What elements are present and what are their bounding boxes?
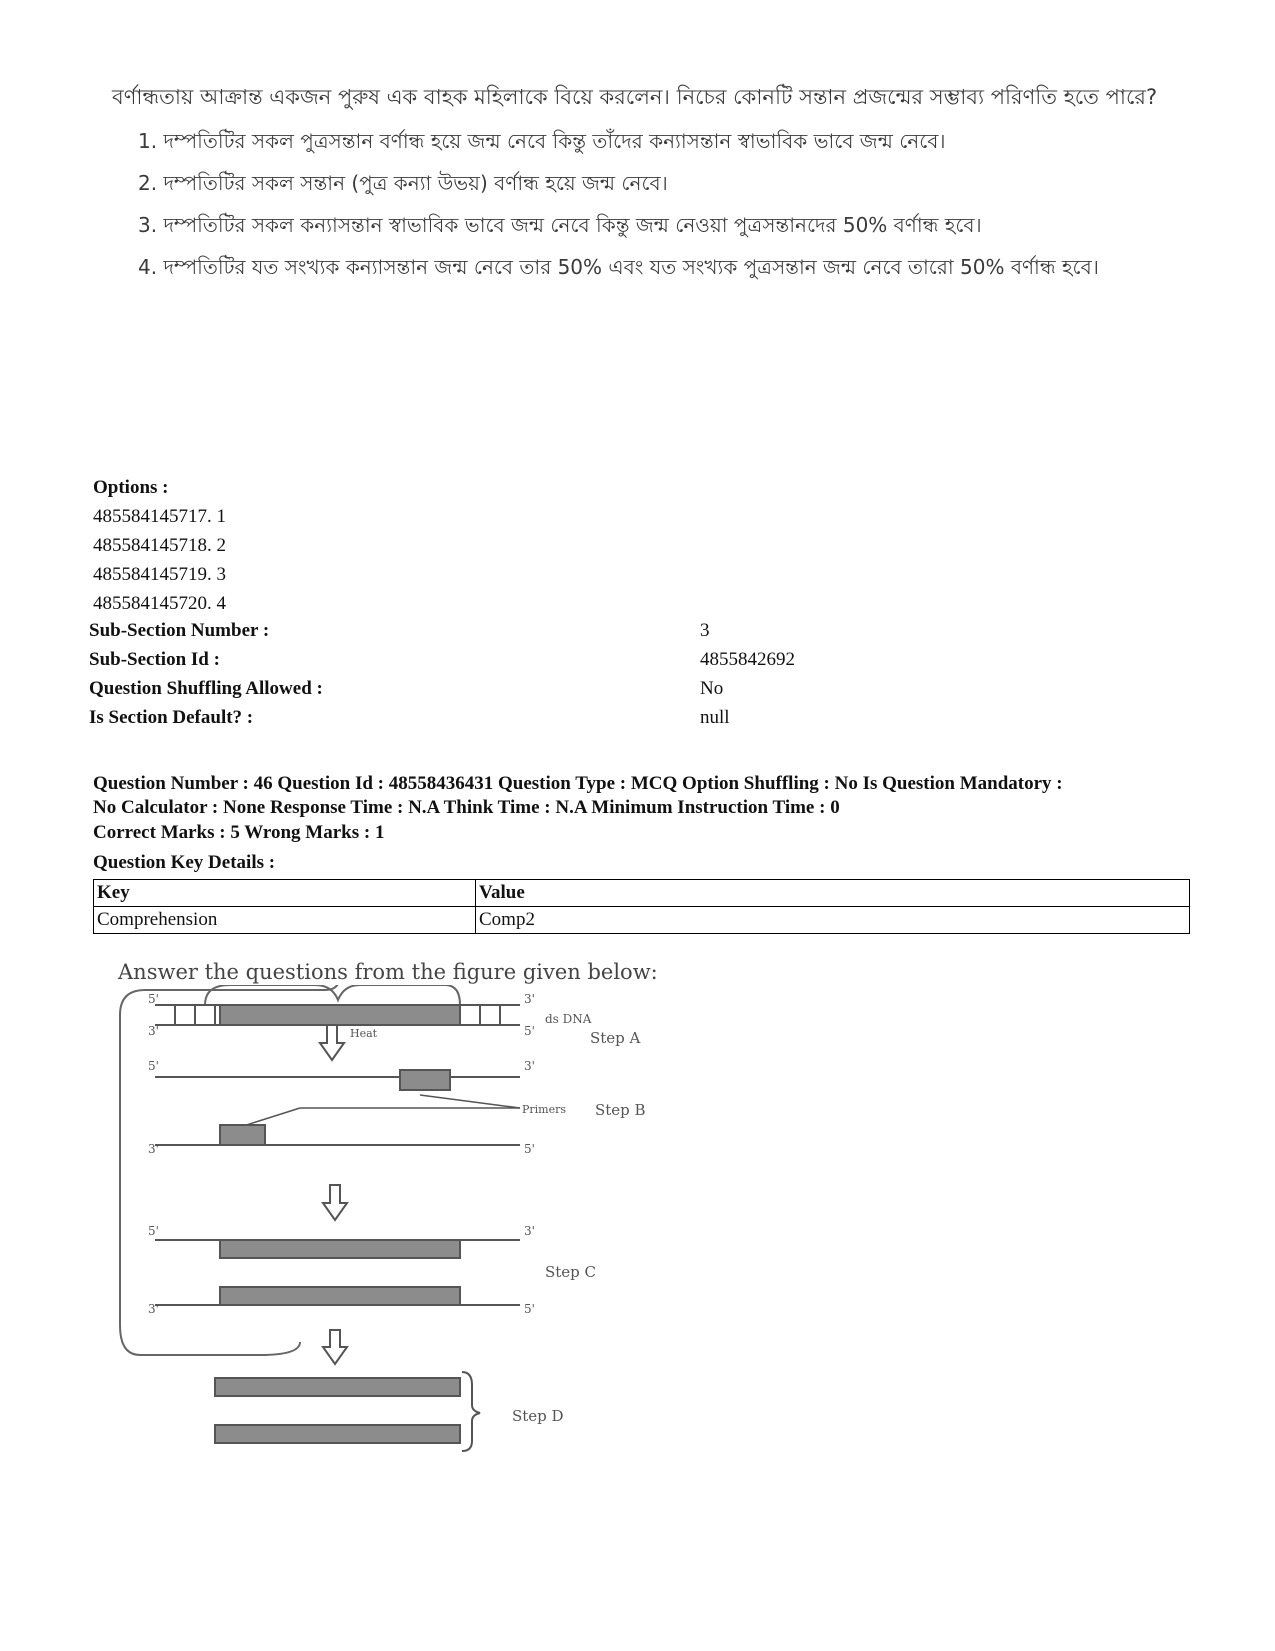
meta-row — [89, 678, 1189, 707]
single-strand-top — [155, 1070, 520, 1090]
down-arrow-icon — [323, 1330, 347, 1364]
five-prime-label: 5' — [148, 992, 159, 1006]
meta-row — [89, 620, 1189, 649]
key-details-label: Question Key Details : — [93, 852, 276, 873]
three-prime-label: 3' — [524, 1224, 535, 1238]
extended-strands — [155, 1240, 520, 1305]
options-block — [93, 473, 226, 618]
question-marks: Correct Marks : 5 Wrong Marks : 1 — [93, 822, 385, 843]
meta-key: Sub-Section Id : — [89, 649, 220, 670]
option-item: 485584145720. 4 — [93, 593, 226, 614]
meta-value: 3 — [700, 620, 710, 641]
option-item: 485584145718. 2 — [93, 535, 226, 556]
subsection-meta — [89, 620, 1189, 736]
step-d-label: Step D — [512, 1407, 564, 1425]
five-prime-label: 5' — [524, 1302, 535, 1316]
three-prime-label: 3' — [524, 1059, 535, 1073]
pcr-products — [215, 1372, 480, 1451]
statement-3: 3. দম্পতিটির সকল কন্যাসন্তান স্বাভাবিক ভাবে জন্ম নেবে কিন্তু জন্ম নেওয়া পুত্রসন্তানদের 50% বর্ণান্ধ হবে। — [138, 213, 982, 237]
meta-key: Question Shuffling Allowed : — [89, 678, 323, 699]
statement-2: 2. দম্পতিটির সকল সন্তান (পুত্র কন্যা উভয়) বর্ণান্ধ হয়ে জন্ম নেবে। — [138, 171, 668, 195]
key-details-table — [93, 879, 1190, 934]
meta-value: null — [700, 707, 730, 728]
meta-value: No — [700, 678, 724, 699]
pcr-diagram — [100, 985, 700, 1505]
five-prime-label: 5' — [148, 1059, 159, 1073]
table-header-cell: Value — [476, 880, 1190, 907]
meta-key: Sub-Section Number : — [89, 620, 270, 641]
question-info-line: Question Number : 46 Question Id : 48558436431 Question Type : MCQ Option Shuffling : No Is Question Mandatory : — [93, 773, 1063, 794]
heat-label: Heat — [350, 1027, 378, 1040]
three-prime-label: 3' — [524, 992, 535, 1006]
options-header: Options : — [93, 477, 169, 498]
three-prime-label: 3' — [148, 1024, 159, 1038]
question-intro: বর্ণান্ধতায় আক্রান্ত একজন পুরুষ এক বাহক মহিলাকে বিয়ে করলেন। নিচের কোনটি সন্তান প্রজন্মের সম্ভাব্য পরিণতি হতে পারে? — [112, 85, 1158, 109]
ds-dna-label: ds DNA — [545, 1012, 592, 1026]
step-b-label: Step B — [595, 1101, 646, 1119]
table-header-row — [94, 880, 1190, 907]
five-prime-label: 5' — [148, 1224, 159, 1238]
question-info — [93, 772, 1193, 820]
three-prime-label: 3' — [148, 1302, 159, 1316]
primer-pointer — [420, 1095, 520, 1108]
step-c-label: Step C — [545, 1263, 597, 1281]
statement-4: 4. দম্পতিটির যত সংখ্যক কন্যাসন্তান জন্ম নেবে তার 50% এবং যত সংখ্যক পুত্রসন্তান জন্ম নেবে তারো 50% বর্ণান্ধ হবে। — [138, 255, 1099, 279]
five-prime-label: 5' — [524, 1142, 535, 1156]
table-cell: Comp2 — [476, 907, 1190, 934]
down-arrow-icon — [323, 1185, 347, 1220]
meta-key: Is Section Default? : — [89, 707, 254, 728]
table-row — [94, 907, 1190, 934]
heat-arrow-icon — [320, 1025, 344, 1060]
meta-row — [89, 649, 1189, 678]
step-a-label: Step A — [590, 1029, 641, 1047]
meta-value: 4855842692 — [700, 649, 795, 670]
option-item: 485584145717. 1 — [93, 506, 226, 527]
ds-dna — [155, 1005, 520, 1025]
table-cell: Comprehension — [94, 907, 476, 934]
single-strand-bottom — [155, 1125, 520, 1145]
primers-label: Primers — [522, 1103, 567, 1116]
option-item: 485584145719. 3 — [93, 564, 226, 585]
question-image — [112, 82, 1172, 294]
five-prime-label: 5' — [524, 1024, 535, 1038]
table-header-cell: Key — [94, 880, 476, 907]
statement-1: 1. দম্পতিটির সকল পুত্রসন্তান বর্ণান্ধ হয়ে জন্ম নেবে কিন্তু তাঁদের কন্যাসন্তান স্বাভাবিক ভাবে জন্ম নেবে। — [138, 129, 946, 153]
meta-row — [89, 707, 1189, 736]
figure-title: Answer the questions from the figure given below: — [118, 960, 658, 984]
question-info-line: No Calculator : None Response Time : N.A Think Time : N.A Minimum Instruction Time : 0 — [93, 797, 840, 818]
three-prime-label: 3' — [148, 1142, 159, 1156]
